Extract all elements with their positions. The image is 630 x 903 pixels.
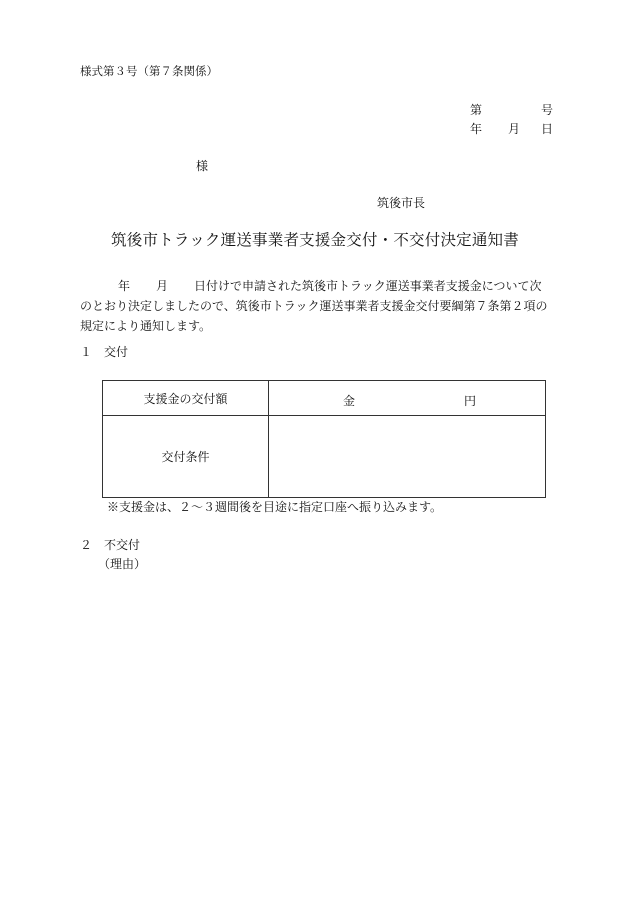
addressee-honorific: 様 <box>196 159 209 173</box>
body-line-1-text: 日付けで申請された筑後市トラック運送事業者支援金について次 <box>194 279 542 293</box>
grant-table <box>102 380 546 498</box>
amount-prefix: 金 <box>343 394 356 408</box>
document-number-suffix: 号 <box>541 103 554 117</box>
body-line-1 <box>80 276 550 296</box>
amount-suffix: 円 <box>464 394 477 408</box>
date-day-label: 日 <box>541 122 554 136</box>
body-paragraph <box>80 276 550 336</box>
conditions-label-cell: 交付条件 <box>103 416 269 498</box>
amount-label-cell: 支援金の交付額 <box>103 381 269 416</box>
amount-row <box>103 381 546 416</box>
section-2-label: 不交付 <box>104 538 141 552</box>
form-number: 様式第３号（第７条関係） <box>80 64 218 78</box>
conditions-row <box>103 416 546 498</box>
payment-note: ※支援金は、２～３週間後を目途に指定口座へ振り込みます。 <box>107 500 443 514</box>
section-2-heading <box>80 539 140 551</box>
date-year-label: 年 <box>470 122 483 136</box>
document-number-prefix: 第 <box>470 103 483 117</box>
section-2-number: ２ <box>80 538 93 552</box>
amount-value-cell <box>269 381 546 416</box>
body-line-3: 規定により通知します。 <box>80 319 212 333</box>
issuer-name: 筑後市長 <box>377 196 426 210</box>
body-year-label: 年 <box>118 279 131 293</box>
section-1-label: 交付 <box>104 345 129 359</box>
reason-label: （理由） <box>98 557 147 571</box>
conditions-value-cell <box>269 416 546 498</box>
section-1-heading <box>80 346 128 358</box>
section-1-number: １ <box>80 345 93 359</box>
date-month-label: 月 <box>508 122 521 136</box>
document-title: 筑後市トラック運送事業者支援金交付・不交付決定通知書 <box>111 231 519 249</box>
body-month-label: 月 <box>156 279 169 293</box>
body-line-2: のとおり決定しましたので、筑後市トラック運送事業者支援金交付要綱第７条第２項の <box>80 299 548 313</box>
